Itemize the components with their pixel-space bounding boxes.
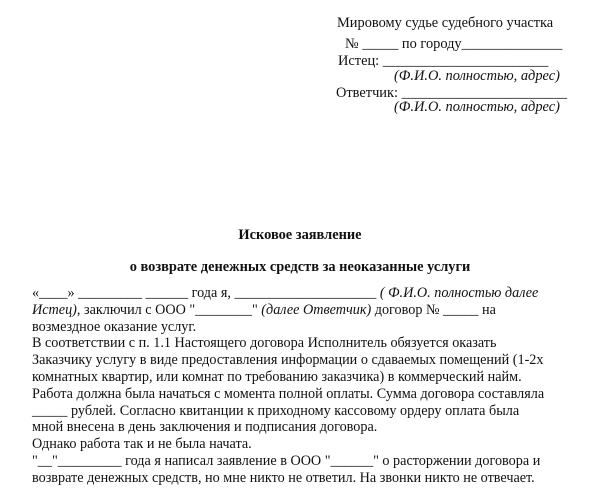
body-line-10: Однако работа так и не была начата. xyxy=(32,436,252,453)
body-line-11: "__"_________ года я написал заявление в ООО "______" о расторжении договора и xyxy=(32,452,541,469)
body-line-9: мной внесена в день заключения и подписания договора. xyxy=(32,419,378,436)
body-line-12: возврате денежных средств, но мне никто не ответил. На звонки никто не отвечает. xyxy=(32,469,535,486)
document-title: Исковое заявление xyxy=(238,227,362,243)
court-line: Мировому судье судебного участка xyxy=(337,15,554,31)
body-line-5: Заказчику услугу в виде предоставления информации о сдаваемых помещений (1-2х xyxy=(32,352,544,369)
defendant-blank: _______________________ xyxy=(401,85,568,101)
body-line-2: Истец), заключил с ООО "________" (далее Ответчик) договор № _____ на xyxy=(32,301,496,318)
body-line-7: Работа должна была начаться с момента полной оплаты. Сумма договора составляла xyxy=(32,385,545,402)
body-line-6: комнатных квартир, или комнат по требованию заказчика) в коммерческий найм. xyxy=(32,368,522,385)
defendant-hint: (Ф.И.О. полностью, адрес) xyxy=(394,99,560,115)
defendant-label: Ответчик: xyxy=(336,85,398,101)
body-line-8: _____ рублей. Согласно квитанции к приходному кассовому ордеру оплата была xyxy=(32,402,520,419)
plaintiff-label: Истец: xyxy=(338,53,380,69)
document-subtitle: о возврате денежных средств за неоказанные услуги xyxy=(129,259,471,275)
plaintiff-blank: _______________________ xyxy=(382,53,549,69)
body-line-4: В соответствии с п. 1.1 Настоящего договора Исполнитель обязуется оказать xyxy=(32,335,497,352)
body-line-1: «____» _________ ______ года я, ____________________ ( Ф.И.О. полностью далее xyxy=(32,285,539,301)
plaintiff-hint: (Ф.И.О. полностью, адрес) xyxy=(394,68,560,84)
claim-body xyxy=(32,285,580,487)
court-number-line: № _____ по городу______________ xyxy=(345,36,563,52)
body-line-3: возмездное оказание услуг. xyxy=(32,318,197,335)
